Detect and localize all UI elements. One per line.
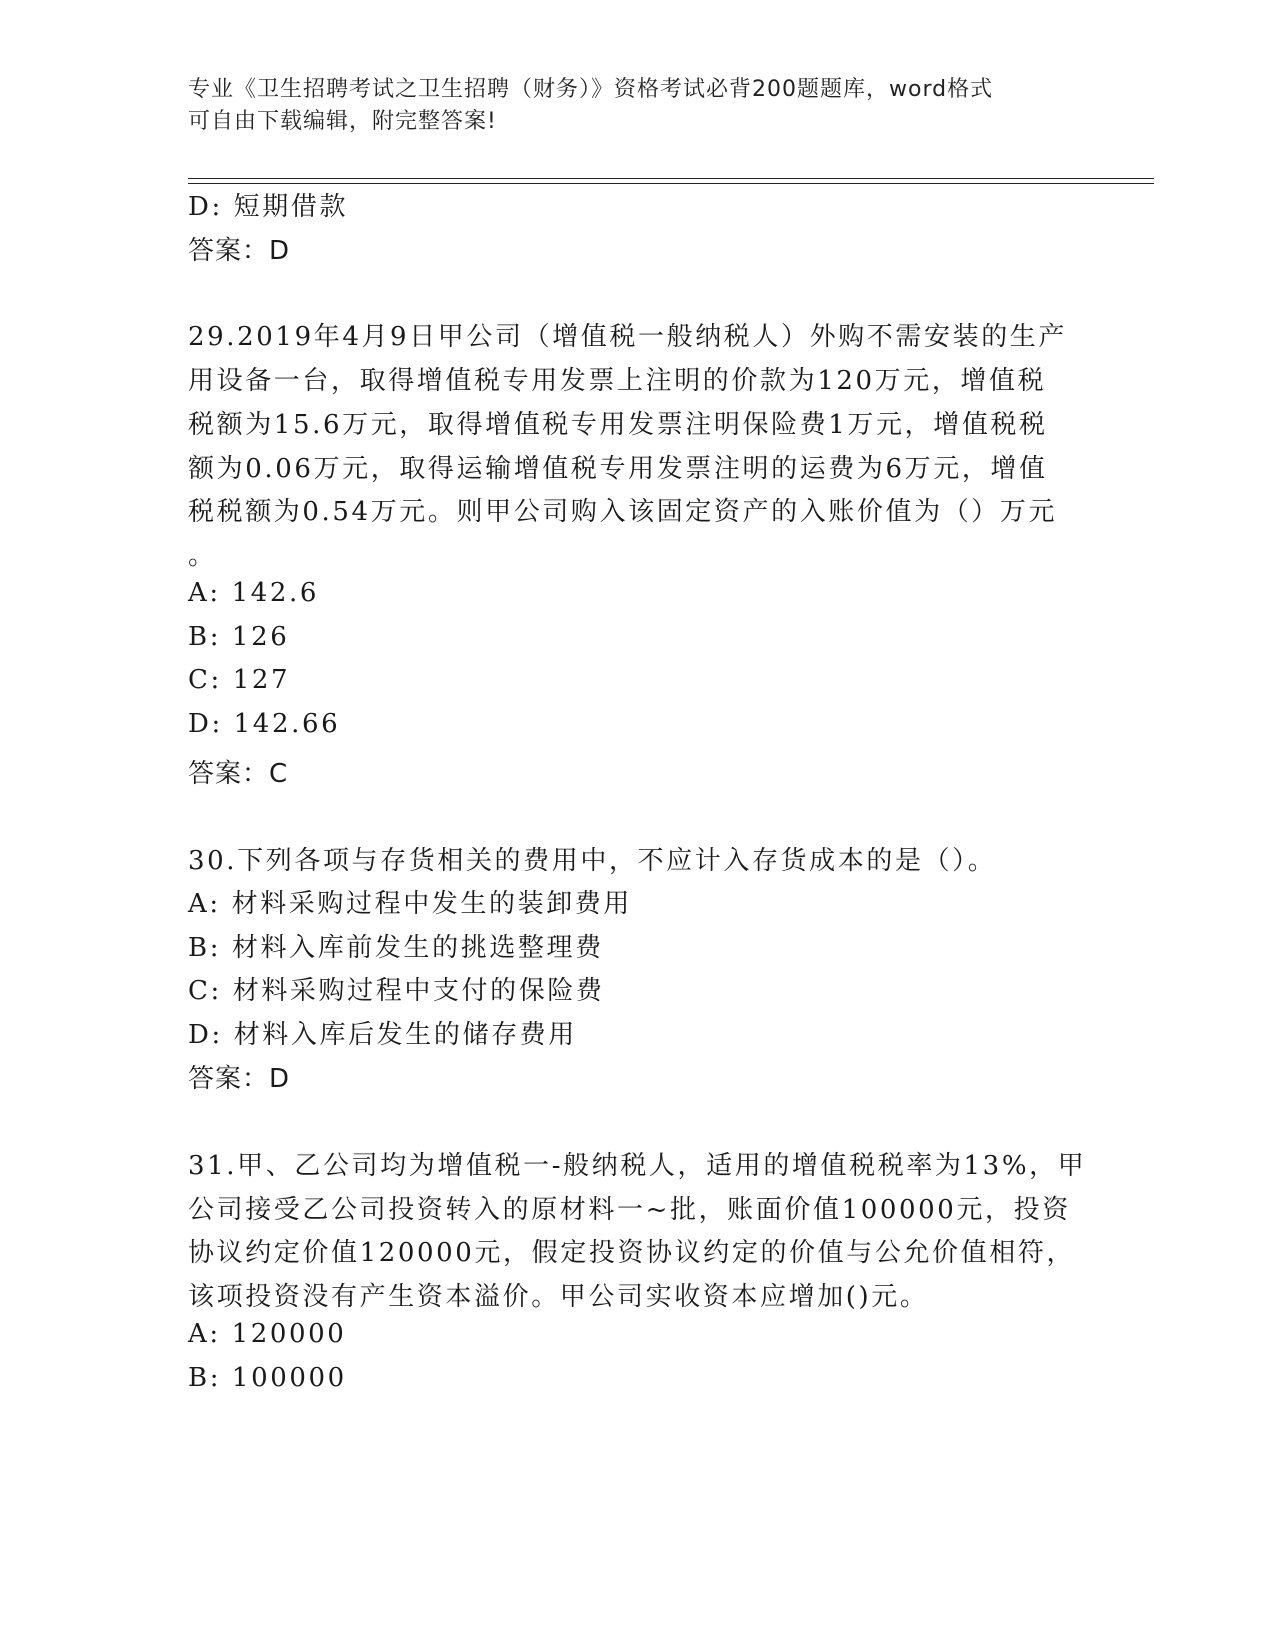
q31-stem-line-2: 公司接受乙公司投资转入的原材料一~批，账面价值100000元，投资 — [188, 1195, 1071, 1225]
q29-option-b: B: 126 — [188, 622, 290, 652]
q29-stem-line-1: 29.2019年4月9日甲公司（增值税一般纳税人）外购不需安装的生产 — [188, 322, 1068, 352]
q31-stem-line-3: 协议约定价值120000元，假定投资协议约定的价值与公允价值相符， — [188, 1238, 1076, 1268]
q31-option-b: B: 100000 — [188, 1363, 347, 1393]
q30-option-c: C: 材料采购过程中支付的保险费 — [188, 976, 605, 1006]
q29-stem-line-2: 用设备一台，取得增值税专用发票上注明的价款为120万元，增值税 — [188, 366, 1047, 396]
q31-stem-line-4: 该项投资没有产生资本溢价。甲公司实收资本应增加()元。 — [188, 1282, 929, 1312]
q31-stem-line-1: 31.甲、乙公司均为增值税一-般纳税人，适用的增值税税率为13%，甲 — [188, 1151, 1087, 1181]
q30-option-b: B: 材料入库前发生的挑选整理费 — [188, 933, 604, 963]
q29-stem-line-3: 税额为15.6万元，取得增值税专用发票注明保险费1万元，增值税税 — [188, 410, 1048, 440]
q30-option-a: A: 材料采购过程中发生的装卸费用 — [188, 889, 633, 919]
q30-stem: 30.下列各项与存货相关的费用中，不应计入存货成本的是（）。 — [188, 846, 997, 876]
q31-option-a: A: 120000 — [188, 1319, 347, 1349]
q29-stem-line-4: 额为0.06万元，取得运输增值税专用发票注明的运费为6万元，增值 — [188, 454, 1048, 484]
header-title-line-2: 可自由下载编辑，附完整答案! — [188, 109, 497, 134]
q29-option-c: C: 127 — [188, 665, 291, 695]
q30-option-d: D: 材料入库后发生的储存费用 — [188, 1020, 577, 1050]
q29-stem-line-6: 。 — [188, 541, 217, 571]
q29-answer: 答案：C — [188, 759, 289, 789]
q28-answer: 答案：D — [188, 236, 291, 266]
q29-option-d: D: 142.66 — [188, 709, 341, 739]
q29-option-a: A: 142.6 — [188, 578, 320, 608]
q30-answer: 答案：D — [188, 1064, 291, 1094]
q28-option-d: D: 短期借款 — [188, 192, 349, 222]
header-divider-top — [188, 178, 1154, 179]
q29-stem-line-5: 税税额为0.54万元。则甲公司购入该固定资产的入账价值为（）万元 — [188, 497, 1058, 527]
header-divider-bottom — [188, 183, 1154, 184]
document-header — [188, 74, 1068, 138]
header-title-line-1: 专业《卫生招聘考试之卫生招聘（财务）》资格考试必背200题题库，word格式 — [188, 77, 994, 102]
